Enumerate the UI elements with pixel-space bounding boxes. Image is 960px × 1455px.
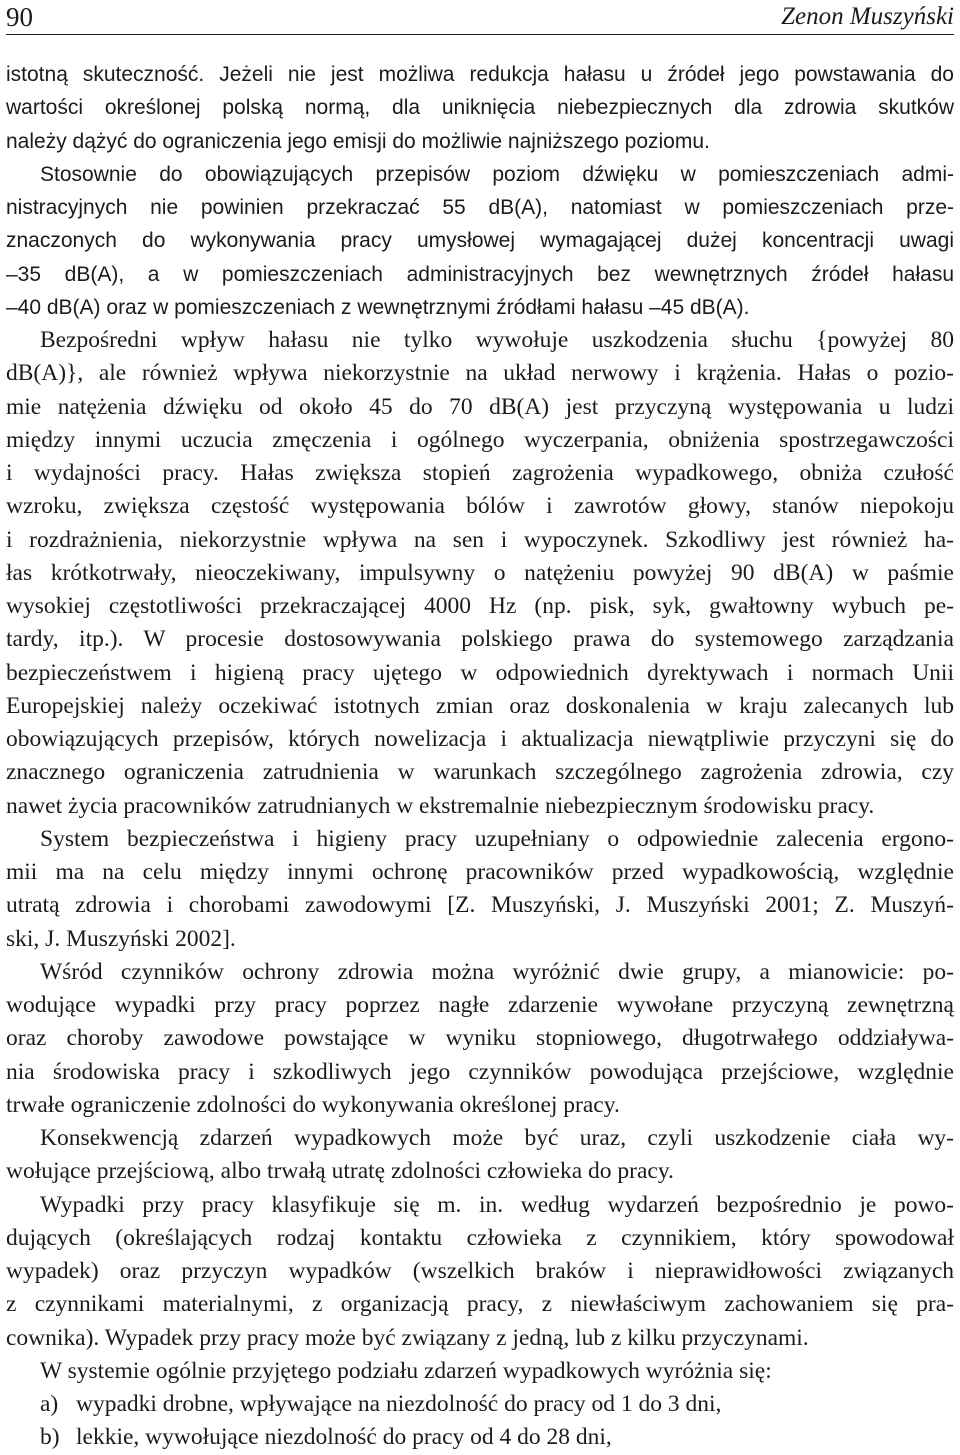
text-line: cownika). Wypadek przy pracy może być związany z jedną, lub z kilku przyczynami. [6,1324,809,1351]
text-line: Wypadki przy pracy klasyfikuje się m. in. według wydarzeń bezpośrednio je powo- [40,1191,954,1218]
text-line: nistracyjnych nie powinien przekraczać 55 dB(A), natomiast w pomieszczeniach prze- [6,196,954,219]
text-lines [6,58,954,1388]
list-item [6,1388,954,1421]
list-item-marker: a) [40,1391,59,1417]
text-line: między innymi uczucia zmęczenia i ogólnego wyczerpania, obniżenia spostrzegawczości [6,426,954,453]
body-text [6,58,954,1455]
text-line: mii ma na celu między innymi ochronę pracowników przed wypadkowością, względnie [6,859,954,885]
text-line: dujących (określających rodzaj kontaktu człowieka z czynnikiem, który spowodował [6,1224,954,1251]
text-line: wypadek) oraz przyczyn wypadków (wszelkich braków i nieprawidłowości związanych [6,1258,954,1284]
text-line: utratą zdrowia i chorobami zawodowymi [Z. Muszyński, J. Muszyński 2001; Z. Muszyń- [6,892,954,919]
text-line: Stosownie do obowiązujących przepisów poziom dźwięku w pomieszczeniach admi- [40,162,954,186]
enumerated-list [6,1388,954,1455]
text-line: nia środowiska pracy i szkodliwych jego czynników powodująca przejściowe, względnie [6,1058,954,1085]
text-line: wartości określonej polską normą, dla uniknięcia niebezpiecznych dla zdrowia skutków [6,96,954,120]
text-line: Bezpośredni wpływ hałasu nie tylko wywołuje uszkodzenia słuchu {powyżej 80 [40,327,954,353]
text-line: Wśród czynników ochrony zdrowia można wyróżnić dwie grupy, a mianowicie: po- [40,958,954,985]
text-line: znacznego ograniczenia zatrudnienia w warunkach szczególnego zagrożenia zdrowia, czy [6,759,954,786]
text-line: z czynnikami materialnymi, z organizacją pracy, z niewłaściwym zachowaniem się pra- [6,1291,954,1318]
text-line: W systemie ogólnie przyjętego podziału zdarzeń wypadkowych wyróżnia się: [40,1357,772,1384]
text-line: wysokiej częstotliwości przekraczającej 4000 Hz (np. pisk, syk, gwałtowny wybuch pe- [6,593,954,619]
text-line: wzroku, zwiększa częstość występowania bólów i zawrotów głowy, stanów niepokoju [6,493,954,520]
text-line: dB(A)}, ale również wpływa niekorzystnie na układ nerwowy i krążenia. Hałas o pozio- [6,360,954,387]
list-item-text: wypadki drobne, wpływające na niezdolność do pracy od 1 do 3 dni, [76,1391,722,1417]
page-header [6,0,954,35]
text-line: –40 dB(A) oraz w pomieszczeniach z wewnętrznymi źródłami hałasu –45 dB(A). [6,295,750,319]
text-line: i rozdrażnienia, niekorzystnie wpływa na sen i wypoczynek. Szkodliwy jest również ha- [6,526,954,553]
page-number: 90 [6,2,33,32]
text-line: i wydajności pracy. Hałas zwiększa stopień zagrożenia wypadkowego, obniża czułość [6,460,954,486]
text-line: Konsekwencją zdarzeń wypadkowych może być uraz, czyli uszkodzenie ciała wy- [40,1125,954,1151]
text-line: łas krótkotrwały, nieoczekiwany, impulsywny o natężeniu powyżej 90 dB(A) w paśmie [6,559,954,586]
text-line: znaczonych do wykonywania pracy umysłowej wymagającej dużej koncentracji uwagi [6,229,954,253]
list-item-marker: b) [40,1424,60,1451]
text-line: trwałe ograniczenie zdolności do wykonywania określonej pracy. [6,1091,620,1118]
text-line: nawet życia pracowników zatrudnianych w ekstremalnie niebezpiecznym środowisku pracy. [6,792,875,819]
text-line: Europejskiej należy oczekiwać istotnych zmian oraz doskonalenia w kraju zalecanych lub [6,692,954,719]
text-line: istotną skuteczność. Jeżeli nie jest możliwa redukcja hałasu u źródeł jego powstawania do [6,63,954,86]
list-item [6,1421,954,1454]
text-line: wodujące wypadki przy pracy poprzez nagłe zdarzenie wywołane przyczyną zewnętrzną [6,992,954,1018]
text-line: System bezpieczeństwa i higieny pracy uzupełniany o odpowiednie zalecenia ergono- [40,825,954,852]
text-line: –35 dB(A), a w pomieszczeniach administracyjnych bez wewnętrznych źródeł hałasu [6,262,954,286]
text-line: należy dążyć do ograniczenia jego emisji do możliwie najniższego poziomu. [6,129,710,153]
text-line: mie natężenia dźwięku od około 45 do 70 dB(A) jest przyczyną występowania u ludzi [6,393,954,420]
text-line: bezpieczeństwem i higieną pracy ujętego w odpowiednich dyrektywach i normach Unii [6,659,954,686]
text-line: ski, J. Muszyński 2002]. [6,925,236,952]
text-line: wołujące przejściową, albo trwałą utratę zdolności człowieka do pracy. [6,1158,674,1185]
text-line: obowiązujących przepisów, których nowelizacja i aktualizacja niewątpliwie przyczyni się do [6,726,954,752]
running-head-author: Zenon Muszyński [781,3,954,30]
list-item-text: lekkie, wywołujące niezdolność do pracy od 4 do 28 dni, [76,1424,612,1451]
text-line: oraz choroby zawodowe powstające w wyniku stopniowego, długotrwałego oddziaływa- [6,1025,954,1052]
text-line: tardy, itp.). W procesie dostosowywania polskiego prawa do systemowego zarządzania [6,626,954,653]
